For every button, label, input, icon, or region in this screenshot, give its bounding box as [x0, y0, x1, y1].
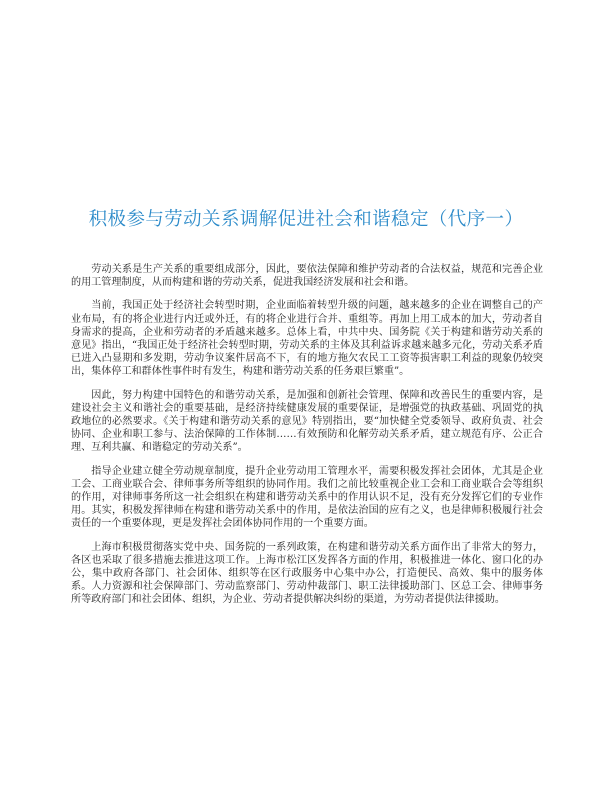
paragraph: 劳动关系是生产关系的重要组成部分，因此，要依法保障和维护劳动者的合法权益，规范和完善企业的用工管理制度，从而构建和谐的劳动关系，促进我国经济发展和社会和谐。	[71, 264, 543, 289]
paragraph: 指导企业建立健全劳动规章制度，提升企业劳动用工管理水平，需要积极发挥社会团体，尤其是企业工会、工商业联合会、律师事务所等组织的协同作用。我们之前比较重视企业工会和工商业联合会等组织的作用，对律师事务所这一社会组织在构建和谐劳动关系中的作用认识不足，没有充分发挥它们的专业作用。其实，积极发挥律师在构建和谐劳动关系中的作用，是依法治国的应有之义，也是律师积极履行社会责任的一个重要体现，更是发挥社会团体协同作用的一个重要方面。	[71, 465, 543, 530]
paragraph: 当前，我国正处于经济社会转型时期，企业面临着转型升级的问题，越来越多的企业在调整自己的产业布局，有的将企业进行内迁或外迁，有的将企业进行合并、重组等。再加上用工成本的加大，劳动者自身需求的提高，企业和劳动者的矛盾越来越多。总体上看，中共中央、国务院《关于构建和谐劳动关系的意见》指出，“我国正处于经济社会转型时期，劳动关系的主体及其利益诉求越来越多元化，劳动关系矛盾已进入凸显期和多发期，劳动争议案件居高不下，有的地方拖欠农民工工资等损害职工利益的现象仍较突出，集体停工和群体性事件时有发生，构建和谐劳动关系的任务艰巨繁重”。	[71, 300, 543, 378]
paragraph: 因此，努力构建中国特色的和谐劳动关系，是加强和创新社会管理、保障和改善民生的重要内容，是建设社会主义和谐社会的重要基础，是经济持续健康发展的重要保证，是增强党的执政基础、巩固党的执政地位的必然要求。《关于构建和谐劳动关系的意见》特别指出，要“加快健全党委领导、政府负责、社会协同、企业和职工参与、法治保障的工作体制……有效预防和化解劳动关系矛盾，建立规范有序、公正合理、互利共赢、和谐稳定的劳动关系”。	[71, 389, 543, 454]
document-body	[71, 263, 543, 617]
paragraph: 上海市积极贯彻落实党中央、国务院的一系列政策，在构建和谐劳动关系方面作出了非常大的努力，各区也采取了很多措施去推进这项工作。上海市松江区发挥各方面的作用，积极推进一体化、窗口化的办公，集中政府各部门、社会团体、组织等在区行政服务中心集中办公，打造便民、高效、集中的服务体系。人力资源和社会保障部门、劳动监察部门、劳动仲裁部门、职工法律援助部门、区总工会、律师事务所等政府部门和社会团体、组织，为企业、劳动者提供解决纠纷的渠道，为劳动者提供法律援助。	[71, 541, 543, 606]
document-title: 积极参与劳动关系调解促进社会和谐稳定（代序一）	[88, 209, 524, 230]
